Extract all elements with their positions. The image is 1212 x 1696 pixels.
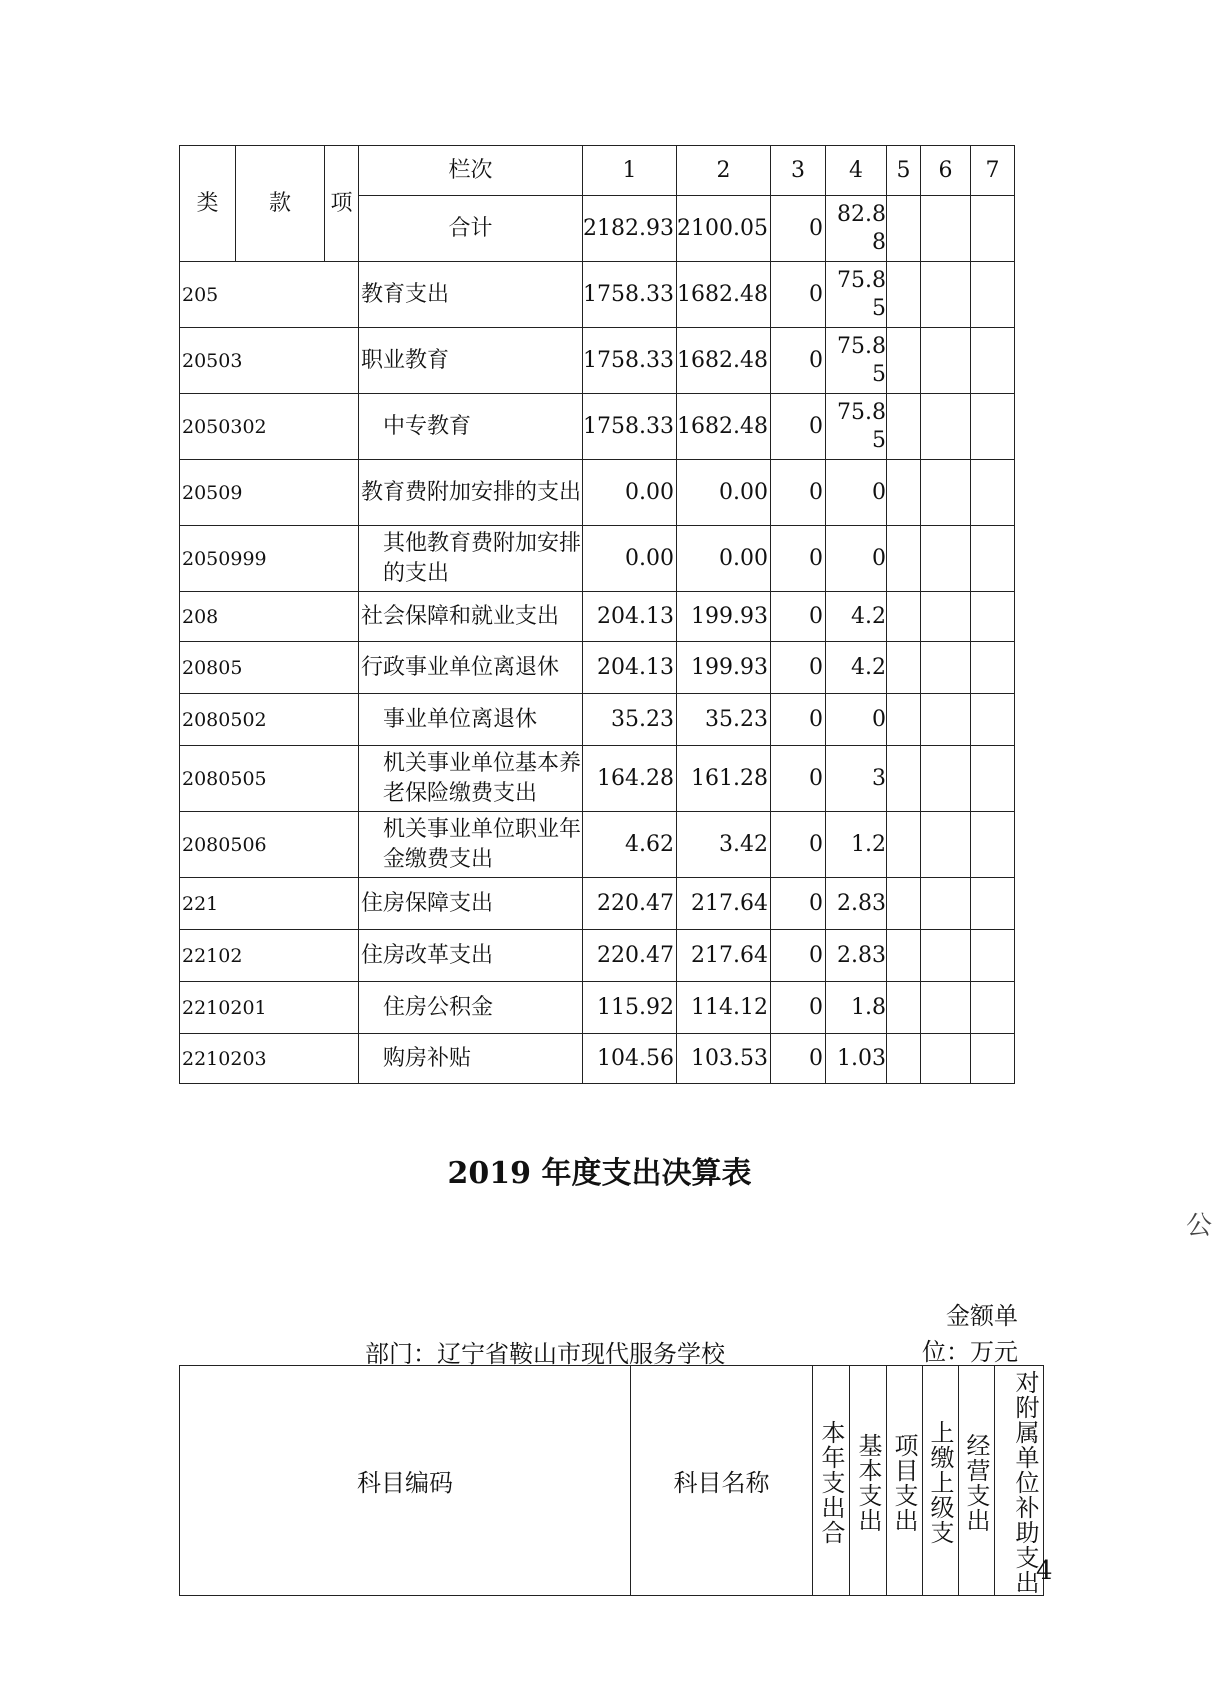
value-col-3: 0	[770, 526, 825, 592]
table-row	[180, 394, 1015, 460]
value-col-3: 0	[770, 930, 825, 982]
table-row	[180, 642, 1015, 694]
value-col-7	[970, 930, 1014, 982]
subject-code: 22102	[180, 930, 359, 982]
value-col-1: 0.00	[583, 526, 677, 592]
header-xiang: 项	[325, 146, 359, 262]
header-col-3: 3	[770, 146, 825, 196]
value-col-4: 0	[825, 460, 886, 526]
value-col-1: 204.13	[583, 642, 677, 694]
value-col-1: 35.23	[583, 694, 677, 746]
value-col-3: 0	[770, 746, 825, 812]
value-col-5	[886, 642, 920, 694]
value-col-2: 199.93	[676, 642, 770, 694]
table-row	[180, 526, 1015, 592]
header-basic-expenditure: 基本支出	[850, 1366, 887, 1596]
value-col-2: 0.00	[676, 460, 770, 526]
table-row	[180, 930, 1015, 982]
total-value-6	[920, 196, 970, 262]
value-col-2: 199.93	[676, 592, 770, 642]
value-col-3: 0	[770, 694, 825, 746]
value-col-6	[920, 262, 970, 328]
value-col-6	[920, 746, 970, 812]
value-col-3: 0	[770, 394, 825, 460]
header-project-expenditure: 项目支出	[887, 1366, 923, 1596]
table-row	[180, 812, 1015, 878]
table-row	[180, 262, 1015, 328]
total-value-3: 0	[770, 196, 825, 262]
amount-unit-label: 金额单位：万元	[922, 1302, 1018, 1366]
subject-code: 2050999	[180, 526, 359, 592]
header-annual-total: 本年支出合	[813, 1366, 850, 1596]
subject-name: 购房补贴	[359, 1034, 583, 1084]
value-col-1: 115.92	[583, 982, 677, 1034]
subject-code: 2080506	[180, 812, 359, 878]
value-col-4: 0	[825, 526, 886, 592]
value-col-4: 2.83	[825, 930, 886, 982]
value-col-2: 1682.48	[676, 328, 770, 394]
value-col-6	[920, 694, 970, 746]
header-col-2: 2	[676, 146, 770, 196]
subject-code: 20503	[180, 328, 359, 394]
header-lanci: 栏次	[359, 146, 583, 196]
value-col-1: 104.56	[583, 1034, 677, 1084]
value-col-7	[970, 694, 1014, 746]
value-col-7	[970, 1034, 1014, 1084]
value-col-2: 35.23	[676, 694, 770, 746]
subject-name: 行政事业单位离退休	[359, 642, 583, 694]
value-col-6	[920, 1034, 970, 1084]
value-col-5	[886, 812, 920, 878]
value-col-5	[886, 460, 920, 526]
subject-name: 事业单位离退休	[359, 694, 583, 746]
value-col-1: 1758.33	[583, 262, 677, 328]
header-col-4: 4	[825, 146, 886, 196]
value-col-7	[970, 642, 1014, 694]
table-row	[180, 328, 1015, 394]
subject-code: 2080502	[180, 694, 359, 746]
header-business-expenditure: 经营支出	[959, 1366, 995, 1596]
value-col-6	[920, 930, 970, 982]
value-col-4: 1.2	[825, 812, 886, 878]
total-value-4: 82.88	[825, 196, 886, 262]
total-value-7	[970, 196, 1014, 262]
value-col-2: 0.00	[676, 526, 770, 592]
expenditure-table	[179, 145, 1015, 1084]
value-col-7	[970, 328, 1014, 394]
total-value-5	[886, 196, 920, 262]
value-col-7	[970, 394, 1014, 460]
page-number: 4	[1036, 1556, 1053, 1586]
value-col-1: 164.28	[583, 746, 677, 812]
value-col-4: 75.85	[825, 394, 886, 460]
header-col-6: 6	[920, 146, 970, 196]
value-col-1: 4.62	[583, 812, 677, 878]
value-col-5	[886, 982, 920, 1034]
value-col-2: 3.42	[676, 812, 770, 878]
value-col-3: 0	[770, 460, 825, 526]
subject-code: 205	[180, 262, 359, 328]
subject-name: 教育支出	[359, 262, 583, 328]
value-col-3: 0	[770, 812, 825, 878]
header-row	[180, 146, 1015, 196]
expenditure-table-header	[179, 1365, 1044, 1596]
value-col-6	[920, 812, 970, 878]
value-col-4: 2.83	[825, 878, 886, 930]
value-col-7	[970, 526, 1014, 592]
value-col-7	[970, 460, 1014, 526]
value-col-3: 0	[770, 328, 825, 394]
value-col-2: 1682.48	[676, 394, 770, 460]
table-row	[180, 982, 1015, 1034]
subject-name: 住房公积金	[359, 982, 583, 1034]
subject-code: 2210201	[180, 982, 359, 1034]
value-col-4: 0	[825, 694, 886, 746]
value-col-6	[920, 526, 970, 592]
value-col-6	[920, 878, 970, 930]
value-col-4: 75.85	[825, 262, 886, 328]
value-col-1: 1758.33	[583, 394, 677, 460]
value-col-7	[970, 746, 1014, 812]
value-col-5	[886, 328, 920, 394]
table-row	[180, 746, 1015, 812]
value-col-7	[970, 982, 1014, 1034]
value-col-3: 0	[770, 982, 825, 1034]
value-col-4: 4.2	[825, 642, 886, 694]
subject-name: 机关事业单位职业年金缴费支出	[359, 812, 583, 878]
value-col-6	[920, 592, 970, 642]
value-col-5	[886, 1034, 920, 1084]
total-value-1: 2182.93	[583, 196, 677, 262]
value-col-5	[886, 878, 920, 930]
header-paid-to-superior: 上缴上级支	[923, 1366, 959, 1596]
value-col-2: 1682.48	[676, 262, 770, 328]
table-row	[180, 694, 1015, 746]
subject-name: 机关事业单位基本养老保险缴费支出	[359, 746, 583, 812]
subject-code: 20805	[180, 642, 359, 694]
value-col-3: 0	[770, 878, 825, 930]
total-label: 合计	[359, 196, 583, 262]
value-col-4: 1.8	[825, 982, 886, 1034]
value-col-2: 114.12	[676, 982, 770, 1034]
value-col-2: 217.64	[676, 930, 770, 982]
value-col-5	[886, 394, 920, 460]
value-col-5	[886, 592, 920, 642]
header-col-1: 1	[583, 146, 677, 196]
subject-name: 社会保障和就业支出	[359, 592, 583, 642]
table-row	[180, 460, 1015, 526]
total-value-2: 2100.05	[676, 196, 770, 262]
value-col-4: 3	[825, 746, 886, 812]
value-col-2: 217.64	[676, 878, 770, 930]
value-col-1: 204.13	[583, 592, 677, 642]
table-row	[180, 1034, 1015, 1084]
subject-name: 教育费附加安排的支出	[359, 460, 583, 526]
subject-name: 住房保障支出	[359, 878, 583, 930]
value-col-3: 0	[770, 642, 825, 694]
subject-code: 221	[180, 878, 359, 930]
value-col-4: 4.2	[825, 592, 886, 642]
value-col-2: 161.28	[676, 746, 770, 812]
value-col-5	[886, 746, 920, 812]
subject-name: 中专教育	[359, 394, 583, 460]
value-col-6	[920, 394, 970, 460]
header-col-7: 7	[970, 146, 1014, 196]
cut-off-text: 公	[1186, 1211, 1212, 1241]
subject-name: 其他教育费附加安排的支出	[359, 526, 583, 592]
value-col-1: 0.00	[583, 460, 677, 526]
subject-name: 职业教育	[359, 328, 583, 394]
value-col-3: 0	[770, 262, 825, 328]
header-subject-code: 科目编码	[180, 1366, 631, 1596]
subject-code: 2210203	[180, 1034, 359, 1084]
value-col-5	[886, 930, 920, 982]
value-col-1: 1758.33	[583, 328, 677, 394]
value-col-7	[970, 592, 1014, 642]
value-col-5	[886, 694, 920, 746]
value-col-3: 0	[770, 592, 825, 642]
header-lei: 类	[180, 146, 236, 262]
subject-code: 2050302	[180, 394, 359, 460]
value-col-7	[970, 878, 1014, 930]
header-col-5: 5	[886, 146, 920, 196]
value-col-6	[920, 642, 970, 694]
subject-code: 2080505	[180, 746, 359, 812]
value-col-6	[920, 982, 970, 1034]
value-col-5	[886, 526, 920, 592]
table2-header-row	[180, 1366, 1044, 1596]
header-subsidy-to-affiliates: 对附属单位补助支出	[995, 1366, 1044, 1596]
value-col-4: 1.03	[825, 1034, 886, 1084]
report-title: 2019 年度支出决算表	[447, 1156, 752, 1191]
table-row	[180, 592, 1015, 642]
table-row	[180, 878, 1015, 930]
value-col-6	[920, 460, 970, 526]
subject-code: 208	[180, 592, 359, 642]
subject-name: 住房改革支出	[359, 930, 583, 982]
value-col-2: 103.53	[676, 1034, 770, 1084]
header-subject-name: 科目名称	[631, 1366, 813, 1596]
value-col-7	[970, 262, 1014, 328]
value-col-6	[920, 328, 970, 394]
header-kuan: 款	[236, 146, 325, 262]
department-label: 部门：辽宁省鞍山市现代服务学校	[365, 1340, 725, 1368]
value-col-7	[970, 812, 1014, 878]
value-col-1: 220.47	[583, 878, 677, 930]
value-col-5	[886, 262, 920, 328]
value-col-1: 220.47	[583, 930, 677, 982]
subject-code: 20509	[180, 460, 359, 526]
value-col-4: 75.85	[825, 328, 886, 394]
value-col-3: 0	[770, 1034, 825, 1084]
